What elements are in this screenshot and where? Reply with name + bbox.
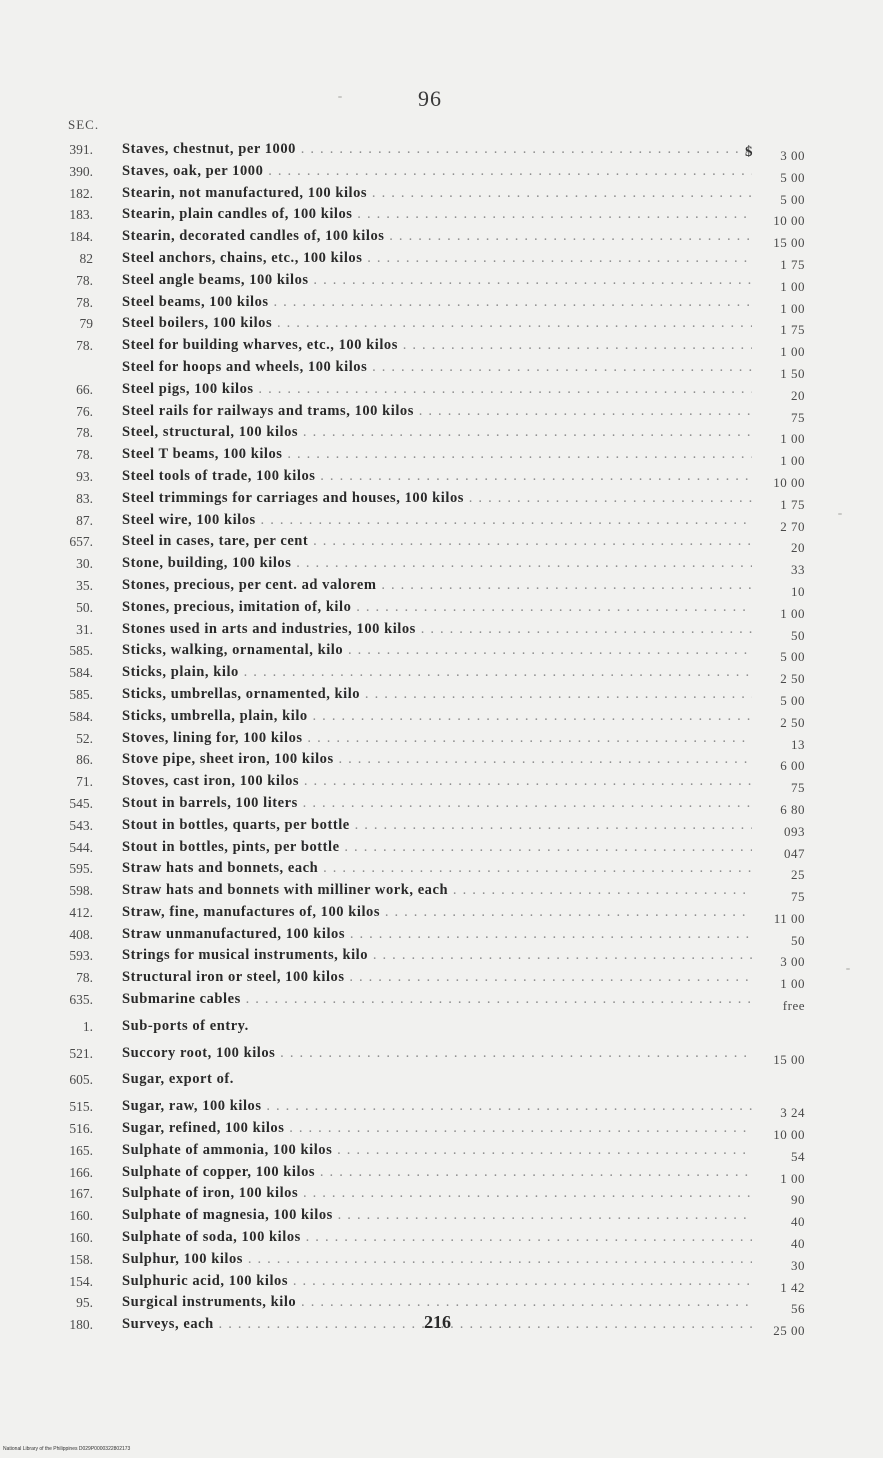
- duty-amount: 5 00: [780, 692, 805, 708]
- entry-row: [0, 401, 883, 423]
- duty-amount: 20: [791, 387, 805, 403]
- entry-row: [0, 684, 883, 706]
- duty-amount: free: [782, 998, 805, 1014]
- entry-row: [0, 989, 883, 1014]
- entry-row: [0, 357, 883, 379]
- entry-row: [0, 597, 883, 619]
- entry-description: Stearin, not manufactured, 100 kilos . . .: [122, 183, 752, 205]
- section-number: 584.: [69, 708, 93, 724]
- entry-description: Sulphate of iron, 100 kilos . . .: [122, 1183, 752, 1205]
- section-number: 83.: [76, 490, 93, 506]
- entry-row: [0, 226, 883, 251]
- entry-row: [0, 553, 883, 578]
- section-number: 160.: [69, 1208, 93, 1224]
- section-number: 76.: [76, 403, 93, 419]
- entry-description: Steel for hoops and wheels, 100 kilos . . .: [122, 357, 752, 379]
- section-number: 184.: [69, 229, 93, 245]
- entry-description: Sulphuric acid, 100 kilos . . .: [122, 1271, 752, 1293]
- section-number: 52.: [76, 730, 93, 746]
- entry-row: [0, 858, 883, 883]
- section-number: 79: [79, 316, 93, 332]
- section-number: 585.: [69, 686, 93, 702]
- duty-amount: 093: [784, 823, 805, 839]
- duty-amount: 10 00: [773, 213, 805, 229]
- entry-description: Sticks, walking, ornamental, kilo . . .: [122, 640, 752, 662]
- section-number: 78.: [76, 338, 93, 354]
- section-number: 167.: [69, 1186, 93, 1202]
- entry-description: Sulphate of soda, 100 kilos . . .: [122, 1227, 752, 1249]
- entry-description: Sulphate of magnesia, 100 kilos . . .: [122, 1205, 752, 1227]
- dollar-sign: $: [745, 144, 753, 160]
- entry-description: Strings for musical instruments, kilo . . .: [122, 945, 752, 967]
- duty-amount: 10 00: [773, 1127, 805, 1143]
- duty-amount: 54: [791, 1148, 805, 1164]
- entry-row: [0, 1043, 883, 1065]
- duty-amount: 25: [791, 867, 805, 883]
- section-number: 516.: [69, 1121, 93, 1137]
- duty-amount: 3 24: [780, 1105, 805, 1121]
- section-number: 165.: [69, 1142, 93, 1158]
- duty-amount: 33: [791, 562, 805, 578]
- duty-amount: 75: [791, 409, 805, 425]
- entry-description: Straw hats and bonnets, each . . .: [122, 858, 752, 880]
- entry-row: [0, 880, 883, 905]
- entry-row: [0, 292, 883, 314]
- entry-description: Stearin, plain candles of, 100 kilos . . .: [122, 204, 752, 226]
- entry-description: Stove pipe, sheet iron, 100 kilos . . .: [122, 749, 752, 771]
- page-number-top: 96: [418, 86, 442, 111]
- entry-description: Stearin, decorated candles of, 100 kilos . . .: [122, 226, 752, 248]
- entry-row: [0, 771, 883, 796]
- entry-row: [0, 313, 883, 338]
- section-number: 154.: [69, 1273, 93, 1289]
- section-number: 390.: [69, 163, 93, 179]
- page-number-bottom: 216: [424, 1312, 451, 1332]
- entry-description: Steel boilers, 100 kilos . . .: [122, 313, 752, 335]
- entry-description: Stone, building, 100 kilos . . .: [122, 553, 752, 575]
- entry-row: [0, 270, 883, 292]
- duty-amount: 56: [791, 1301, 805, 1317]
- duty-amount: 75: [791, 889, 805, 905]
- section-number: 515.: [69, 1099, 93, 1115]
- duty-amount: 50: [791, 932, 805, 948]
- section-number: 183.: [69, 207, 93, 223]
- entry-description: Sugar, export of.: [122, 1071, 234, 1088]
- entry-description: Straw, fine, manufactures of, 100 kilos . . .: [122, 902, 752, 924]
- entry-description: Steel beams, 100 kilos . . .: [122, 292, 752, 314]
- entry-description: Sub-ports of entry.: [122, 1017, 249, 1034]
- scan-speck: [338, 96, 342, 98]
- section-number: 584.: [69, 665, 93, 681]
- entry-description: Sugar, refined, 100 kilos . . .: [122, 1118, 752, 1140]
- duty-amount: 13: [791, 736, 805, 752]
- entry-row: [0, 1162, 883, 1184]
- duty-amount: 2 50: [780, 671, 805, 687]
- section-number: 35.: [76, 577, 93, 593]
- entry-description: Stout in barrels, 100 liters . . .: [122, 793, 752, 815]
- entry-row: [0, 749, 883, 774]
- duty-amount: 1 50: [780, 365, 805, 381]
- duty-amount: 11 00: [773, 910, 805, 926]
- entry-description: Steel in cases, tare, per cent . . .: [122, 531, 752, 553]
- section-number: 78.: [76, 447, 93, 463]
- entry-row: [0, 1069, 883, 1091]
- section-number: 78.: [76, 272, 93, 288]
- scan-speck: [846, 968, 850, 970]
- entry-description: Surveys, each . . .: [122, 1314, 752, 1336]
- entry-description: Structural iron or steel, 100 kilos . . .: [122, 967, 752, 989]
- entry-row: [0, 531, 883, 556]
- section-number: 78.: [76, 425, 93, 441]
- entry-row: [0, 139, 883, 161]
- entry-description: Stoves, cast iron, 100 kilos . . .: [122, 771, 752, 793]
- entry-description: Steel pigs, 100 kilos . . .: [122, 379, 752, 401]
- entry-description: Sticks, umbrellas, ornamented, kilo . . .: [122, 684, 752, 706]
- entry-row: [0, 815, 883, 837]
- entry-row: [0, 706, 883, 728]
- entry-row: [0, 793, 883, 815]
- section-number: 545.: [69, 795, 93, 811]
- duty-amount: 30: [791, 1257, 805, 1273]
- section-number: 158.: [69, 1251, 93, 1267]
- entry-description: Sulphate of ammonia, 100 kilos . . .: [122, 1140, 752, 1162]
- duty-amount: 1 00: [780, 431, 805, 447]
- entry-row: [0, 837, 883, 859]
- duty-amount: 1 00: [780, 278, 805, 294]
- section-number: 1.: [82, 1018, 93, 1034]
- entry-row: [0, 444, 883, 469]
- section-number: 78.: [76, 970, 93, 986]
- entry-description: Stones, precious, per cent. ad valorem . . .: [122, 575, 752, 597]
- section-number: 95.: [76, 1295, 93, 1311]
- section-number: 595.: [69, 861, 93, 877]
- scan-speck: [838, 513, 842, 515]
- entry-description: Sticks, umbrella, plain, kilo . . .: [122, 706, 752, 728]
- duty-amount: 50: [791, 627, 805, 643]
- entry-description: Staves, chestnut, per 1000 . . .: [122, 139, 752, 161]
- entry-row: [0, 945, 883, 970]
- section-number: 66.: [76, 381, 93, 397]
- entry-description: Stout in bottles, pints, per bottle . . .: [122, 837, 752, 859]
- entry-description: Steel trimmings for carriages and houses, 100 kilos . . .: [122, 488, 752, 510]
- entry-row: [0, 1140, 883, 1162]
- tariff-entry-list: [0, 139, 883, 1339]
- entry-description: Stoves, lining for, 100 kilos . . .: [122, 728, 752, 750]
- section-number: 635.: [69, 992, 93, 1008]
- entry-description: Steel wire, 100 kilos . . .: [122, 510, 752, 532]
- entry-row: [0, 1016, 883, 1038]
- duty-amount: 2 50: [780, 714, 805, 730]
- section-column-header: SEC.: [68, 117, 100, 132]
- entry-row: [0, 248, 883, 270]
- duty-amount: 90: [791, 1192, 805, 1208]
- entry-description: Stones, precious, imitation of, kilo . . .: [122, 597, 752, 619]
- section-number: 585.: [69, 643, 93, 659]
- section-number: 30.: [76, 556, 93, 572]
- section-number: 182.: [69, 185, 93, 201]
- duty-amount: 1 00: [780, 344, 805, 360]
- duty-amount: 3 00: [780, 148, 805, 163]
- duty-amount: 1 42: [780, 1279, 805, 1295]
- duty-amount: 1 75: [780, 496, 805, 512]
- duty-amount: 1 75: [780, 322, 805, 338]
- section-number: 71.: [76, 774, 93, 790]
- entry-description: Steel rails for railways and trams, 100 kilos . . .: [122, 401, 752, 423]
- section-number: 544.: [69, 839, 93, 855]
- entry-description: Submarine cables . . .: [122, 989, 752, 1011]
- duty-amount: 1 75: [780, 256, 805, 272]
- entry-row: [0, 1183, 883, 1208]
- section-number: 50.: [76, 599, 93, 615]
- section-number: 31.: [76, 621, 93, 637]
- section-number: 605.: [69, 1072, 93, 1088]
- duty-amount: 6 80: [780, 801, 805, 817]
- duty-amount: 5 00: [780, 649, 805, 665]
- section-number: 543.: [69, 817, 93, 833]
- entry-description: Steel T beams, 100 kilos . . .: [122, 444, 752, 466]
- entry-description: Steel anchors, chains, etc., 100 kilos . . .: [122, 248, 752, 270]
- section-number: 87.: [76, 512, 93, 528]
- duty-amount: 10: [791, 583, 805, 599]
- entry-row: [0, 510, 883, 532]
- entry-row: [0, 1227, 883, 1252]
- section-number: 93.: [76, 468, 93, 484]
- duty-amount: 75: [791, 780, 805, 796]
- entry-row: [0, 619, 883, 641]
- duty-amount: 1 00: [780, 1170, 805, 1186]
- duty-amount: 1 00: [780, 453, 805, 469]
- section-number: 593.: [69, 948, 93, 964]
- entry-description: Steel tools of trade, 100 kilos . . .: [122, 466, 752, 488]
- duty-amount: 5 00: [780, 191, 805, 207]
- duty-amount: 3 00: [780, 954, 805, 970]
- duty-amount: 5 00: [780, 169, 805, 185]
- section-number: 160.: [69, 1230, 93, 1246]
- entry-row: [0, 1292, 883, 1317]
- section-number: 408.: [69, 926, 93, 942]
- duty-amount: 1 00: [780, 976, 805, 992]
- entry-row: [0, 640, 883, 665]
- entry-description: Straw hats and bonnets with milliner work, each . . .: [122, 880, 752, 902]
- entry-row: [0, 1096, 883, 1121]
- section-number: 521.: [69, 1045, 93, 1061]
- duty-amount: 2 70: [780, 518, 805, 534]
- entry-description: Sulphate of copper, 100 kilos . . .: [122, 1162, 752, 1184]
- entry-description: Sugar, raw, 100 kilos . . .: [122, 1096, 752, 1118]
- duty-amount: 6 00: [780, 758, 805, 774]
- entry-description: Straw unmanufactured, 100 kilos . . .: [122, 924, 752, 946]
- entry-row: [0, 967, 883, 992]
- entry-row: [0, 728, 883, 750]
- duty-amount: 15 00: [773, 235, 805, 251]
- entry-description: Sulphur, 100 kilos . . .: [122, 1249, 752, 1271]
- entry-row: [0, 379, 883, 401]
- duty-amount: 20: [791, 540, 805, 556]
- duty-amount: 40: [791, 1236, 805, 1252]
- entry-row: [0, 924, 883, 946]
- entry-row: [0, 161, 883, 183]
- entry-row: [0, 183, 883, 205]
- entry-description: Sticks, plain, kilo . . .: [122, 662, 752, 684]
- section-number: 657.: [69, 534, 93, 550]
- duty-amount: 047: [784, 845, 805, 861]
- entry-description: Steel, structural, 100 kilos . . .: [122, 422, 752, 444]
- section-number: 82: [79, 250, 93, 266]
- entry-row: [0, 1249, 883, 1271]
- duty-amount: 10 00: [773, 474, 805, 490]
- entry-row: [0, 1205, 883, 1230]
- duty-amount: 15 00: [773, 1051, 805, 1067]
- section-number: 86.: [76, 752, 93, 768]
- section-number: 412.: [69, 904, 93, 920]
- section-number: 391.: [69, 142, 93, 157]
- entry-row: [0, 902, 883, 924]
- entry-description: Steel angle beams, 100 kilos . . .: [122, 270, 752, 292]
- section-number: 78.: [76, 294, 93, 310]
- section-number: 598.: [69, 883, 93, 899]
- entry-row: [0, 1271, 883, 1293]
- entry-row: [0, 488, 883, 510]
- entry-row: [0, 1118, 883, 1143]
- entry-description: Stout in bottles, quarts, per bottle . . .: [122, 815, 752, 837]
- section-number: 180.: [69, 1317, 93, 1333]
- entry-description: Surgical instruments, kilo . . .: [122, 1292, 752, 1314]
- duty-amount: 25 00: [773, 1323, 805, 1339]
- entry-description: Succory root, 100 kilos . . .: [122, 1043, 752, 1065]
- entry-row: [0, 575, 883, 597]
- entry-row: [0, 422, 883, 447]
- duty-amount: 1 00: [780, 300, 805, 316]
- entry-description: Stones used in arts and industries, 100 kilos . . .: [122, 619, 752, 641]
- entry-description: Staves, oak, per 1000 . . .: [122, 161, 752, 183]
- footer-credit: National Library of the Philippines D029P0000322802173: [3, 1446, 131, 1452]
- duty-amount: 40: [791, 1214, 805, 1230]
- section-number: 166.: [69, 1164, 93, 1180]
- entry-row: [0, 204, 883, 229]
- entry-description: Steel for building wharves, etc., 100 kilos . . .: [122, 335, 752, 357]
- entry-row: [0, 466, 883, 488]
- duty-amount: 1 00: [780, 605, 805, 621]
- entry-row: [0, 335, 883, 360]
- entry-row: [0, 662, 883, 687]
